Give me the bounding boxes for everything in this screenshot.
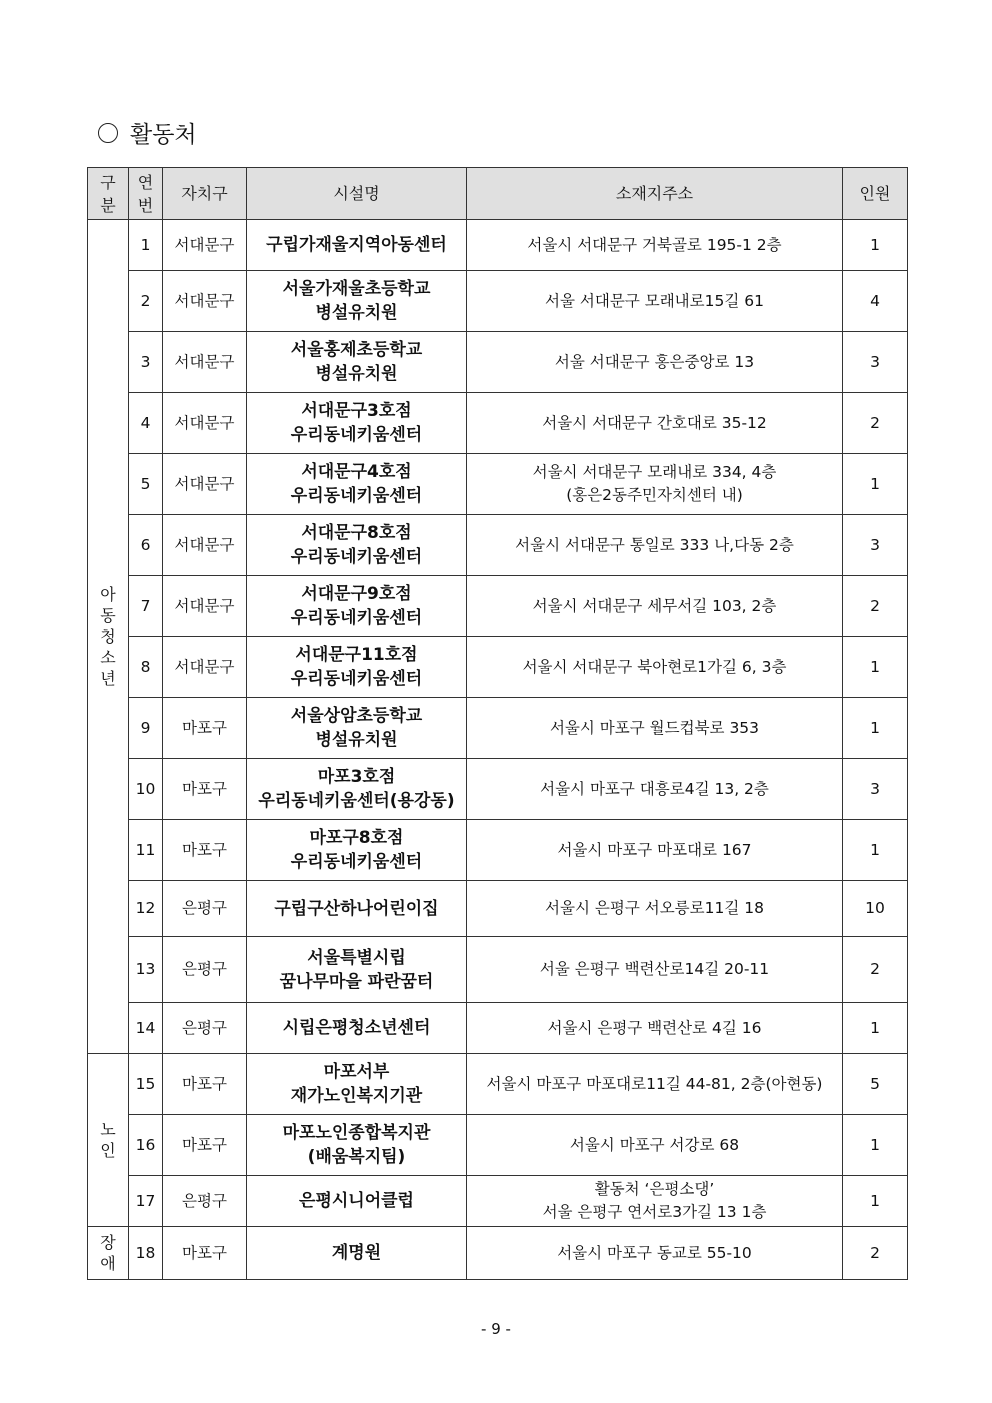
row-number: 7 xyxy=(129,576,163,637)
row-number: 11 xyxy=(129,820,163,881)
address-cell: 서울 서대문구 모래내로15길 61 xyxy=(467,271,843,332)
row-number: 9 xyxy=(129,698,163,759)
header-people: 인원 xyxy=(843,168,908,220)
section-title: 활동처 xyxy=(130,122,197,148)
table-header-row xyxy=(88,168,908,220)
facility-cell: 서울홍제초등학교 병설유치원 xyxy=(247,332,467,393)
people-count: 2 xyxy=(843,393,908,454)
category-cell: 장 애 xyxy=(88,1227,129,1280)
people-count: 2 xyxy=(843,576,908,637)
header-facility: 시설명 xyxy=(247,168,467,220)
facility-cell: 시립은평청소년센터 xyxy=(247,1003,467,1054)
district-cell: 마포구 xyxy=(163,820,247,881)
table-row xyxy=(88,1227,908,1280)
people-count: 1 xyxy=(843,637,908,698)
row-number: 14 xyxy=(129,1003,163,1054)
district-cell: 은평구 xyxy=(163,1003,247,1054)
facility-cell: 서울특별시립 꿈나무마을 파란꿈터 xyxy=(247,937,467,1003)
row-number: 17 xyxy=(129,1176,163,1227)
address-cell: 서울시 마포구 마포대로11길 44-81, 2층(아현동) xyxy=(467,1054,843,1115)
facility-cell: 은평시니어클럽 xyxy=(247,1176,467,1227)
address-cell: 서울시 은평구 서오릉로11길 18 xyxy=(467,881,843,937)
row-number: 2 xyxy=(129,271,163,332)
district-cell: 서대문구 xyxy=(163,393,247,454)
table-row xyxy=(88,698,908,759)
people-count: 2 xyxy=(843,1227,908,1280)
row-number: 15 xyxy=(129,1054,163,1115)
table-row xyxy=(88,637,908,698)
header-category: 구 분 xyxy=(88,168,129,220)
table-row xyxy=(88,393,908,454)
facility-cell: 서대문구11호점 우리동네키움센터 xyxy=(247,637,467,698)
people-count: 4 xyxy=(843,271,908,332)
people-count: 3 xyxy=(843,759,908,820)
facility-cell: 마포구8호점 우리동네키움센터 xyxy=(247,820,467,881)
address-cell: 서울시 서대문구 간호대로 35-12 xyxy=(467,393,843,454)
people-count: 5 xyxy=(843,1054,908,1115)
district-cell: 은평구 xyxy=(163,881,247,937)
header-number: 연 번 xyxy=(129,168,163,220)
facility-cell: 서대문구4호점 우리동네키움센터 xyxy=(247,454,467,515)
address-cell: 활동처 ‘은평소댕’ 서울 은평구 연서로3가길 13 1층 xyxy=(467,1176,843,1227)
table-row xyxy=(88,881,908,937)
people-count: 1 xyxy=(843,1003,908,1054)
page-number: - 9 - xyxy=(481,1320,511,1338)
district-cell: 서대문구 xyxy=(163,332,247,393)
district-cell: 서대문구 xyxy=(163,637,247,698)
row-number: 5 xyxy=(129,454,163,515)
district-cell: 마포구 xyxy=(163,1227,247,1280)
people-count: 1 xyxy=(843,698,908,759)
address-cell: 서울시 마포구 월드컵북로 353 xyxy=(467,698,843,759)
people-count: 1 xyxy=(843,454,908,515)
district-cell: 서대문구 xyxy=(163,454,247,515)
category-cell: 아 동 청 소 년 xyxy=(88,220,129,1054)
table-row xyxy=(88,1115,908,1176)
people-count: 2 xyxy=(843,937,908,1003)
row-number: 18 xyxy=(129,1227,163,1280)
people-count: 1 xyxy=(843,1115,908,1176)
activity-location-table xyxy=(87,167,908,1280)
table-row xyxy=(88,454,908,515)
people-count: 1 xyxy=(843,820,908,881)
address-cell: 서울시 서대문구 세무서길 103, 2층 xyxy=(467,576,843,637)
address-cell: 서울시 마포구 대흥로4길 13, 2층 xyxy=(467,759,843,820)
row-number: 8 xyxy=(129,637,163,698)
address-cell: 서울시 서대문구 통일로 333 나,다동 2층 xyxy=(467,515,843,576)
address-cell: 서울시 마포구 동교로 55-10 xyxy=(467,1227,843,1280)
people-count: 3 xyxy=(843,515,908,576)
table-row xyxy=(88,759,908,820)
table-row xyxy=(88,515,908,576)
people-count: 10 xyxy=(843,881,908,937)
table-row xyxy=(88,1176,908,1227)
row-number: 10 xyxy=(129,759,163,820)
people-count: 1 xyxy=(843,220,908,271)
facility-cell: 서대문구3호점 우리동네키움센터 xyxy=(247,393,467,454)
row-number: 13 xyxy=(129,937,163,1003)
address-cell: 서울시 서대문구 모래내로 334, 4층 (홍은2동주민자치센터 내) xyxy=(467,454,843,515)
district-cell: 서대문구 xyxy=(163,271,247,332)
facility-cell: 구립구산하나어린이집 xyxy=(247,881,467,937)
table-row xyxy=(88,332,908,393)
table-row xyxy=(88,576,908,637)
table-row xyxy=(88,271,908,332)
facility-cell: 계명원 xyxy=(247,1227,467,1280)
facility-cell: 구립가재울지역아동센터 xyxy=(247,220,467,271)
people-count: 3 xyxy=(843,332,908,393)
table-row xyxy=(88,820,908,881)
district-cell: 마포구 xyxy=(163,1054,247,1115)
section-heading xyxy=(98,116,197,149)
facility-cell: 서울상암초등학교 병설유치원 xyxy=(247,698,467,759)
district-cell: 마포구 xyxy=(163,1115,247,1176)
address-cell: 서울시 은평구 백련산로 4길 16 xyxy=(467,1003,843,1054)
facility-cell: 마포노인종합복지관 (배움복지팀) xyxy=(247,1115,467,1176)
facility-cell: 마포3호점 우리동네키움센터(용강동) xyxy=(247,759,467,820)
address-cell: 서울시 마포구 마포대로 167 xyxy=(467,820,843,881)
district-cell: 은평구 xyxy=(163,1176,247,1227)
category-cell: 노 인 xyxy=(88,1054,129,1227)
row-number: 3 xyxy=(129,332,163,393)
address-cell: 서울 은평구 백련산로14길 20-11 xyxy=(467,937,843,1003)
header-address: 소재지주소 xyxy=(467,168,843,220)
district-cell: 마포구 xyxy=(163,759,247,820)
row-number: 4 xyxy=(129,393,163,454)
facility-cell: 서울가재울초등학교 병설유치원 xyxy=(247,271,467,332)
circle-bullet-icon xyxy=(98,123,118,143)
row-number: 16 xyxy=(129,1115,163,1176)
address-cell: 서울 서대문구 홍은중앙로 13 xyxy=(467,332,843,393)
district-cell: 서대문구 xyxy=(163,515,247,576)
row-number: 6 xyxy=(129,515,163,576)
address-cell: 서울시 서대문구 거북골로 195-1 2층 xyxy=(467,220,843,271)
district-cell: 서대문구 xyxy=(163,576,247,637)
header-district: 자치구 xyxy=(163,168,247,220)
address-cell: 서울시 마포구 서강로 68 xyxy=(467,1115,843,1176)
facility-cell: 서대문구9호점 우리동네키움센터 xyxy=(247,576,467,637)
table-row xyxy=(88,220,908,271)
facility-cell: 서대문구8호점 우리동네키움센터 xyxy=(247,515,467,576)
address-cell: 서울시 서대문구 북아현로1가길 6, 3층 xyxy=(467,637,843,698)
district-cell: 서대문구 xyxy=(163,220,247,271)
district-cell: 마포구 xyxy=(163,698,247,759)
facility-cell: 마포서부 재가노인복지기관 xyxy=(247,1054,467,1115)
row-number: 12 xyxy=(129,881,163,937)
people-count: 1 xyxy=(843,1176,908,1227)
table-row xyxy=(88,1003,908,1054)
table-row xyxy=(88,1054,908,1115)
table-row xyxy=(88,937,908,1003)
district-cell: 은평구 xyxy=(163,937,247,1003)
row-number: 1 xyxy=(129,220,163,271)
